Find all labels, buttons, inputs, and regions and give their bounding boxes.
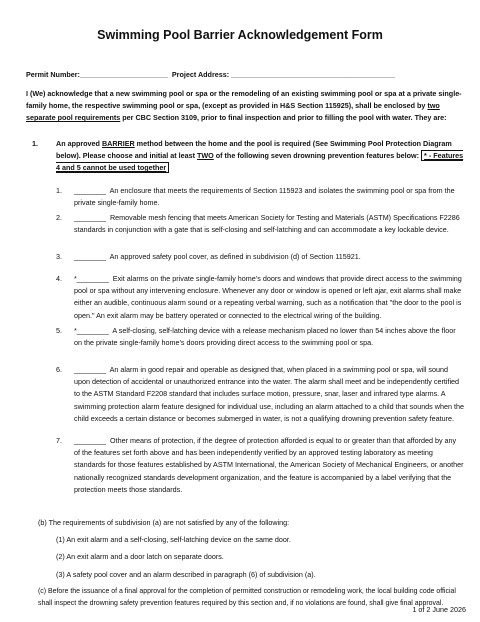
- item-5-number: 5.: [56, 326, 62, 335]
- item-6: [74, 364, 464, 425]
- permit-number-field[interactable]: ______________________: [79, 70, 168, 79]
- permit-number-label: Permit Number:: [26, 70, 80, 79]
- item-7-number: 7.: [56, 436, 62, 445]
- intro-text-a: I (We) acknowledge that a new swimming pool or spa or the remodeling of an existing swimming pool or spa at a private single-family home, the respective swimming pool or spa, (except as provided in H&S Section 115925), shall be enclosed by: [26, 89, 462, 111]
- intro-text-b: per CBC Section 3109, prior to final inspection and prior to filling the pool with water. They are:: [120, 113, 447, 123]
- item-5-initial-field[interactable]: *________: [74, 326, 109, 335]
- section-1-text: [56, 138, 466, 175]
- item-7-text: Other means of protection, if the degree of protection afforded is equal to or greater than that afforded by any of the features set forth above and has been independently verified by an approved testing laboratory as meeting standards for those features established by ASTM International, the American Society of Mechanical Engineers, or another nationally recognized standards development organization, and the feature is accompanied by a label verifying that the protection meets those standards.: [74, 436, 464, 494]
- item-2-initial-field[interactable]: ________: [74, 213, 106, 222]
- item-5-text: A self-closing, self-latching device with a release mechanism placed no lower than 54 inches above the floor on the private single-family home’s doors providing direct access to the swimming pool or spa.: [74, 326, 456, 348]
- item-4-text: Exit alarms on the private single-family home’s doors and windows that provide direct access to the swimming pool or spa without any intervening enclosure. Whenever any door or window is opened or left ajar, exit alarms shall make either an audible, continuous alarm sound or a repeating verbal warning, such as a notification that "the door to the pool is open." An exit alarm may be battery operated or connected to the electrical wiring of the building.: [74, 274, 462, 320]
- section-1-text-b: method between the home and the pool is required (See Swimming Pool Protection Diagram below). Please choose and initial at least: [56, 139, 452, 161]
- subdivision-b: (b) The requirements of subdivision (a) are not satisfied by any of the following:: [38, 518, 290, 527]
- item-7: [74, 435, 464, 496]
- section-1-two: TWO: [197, 151, 214, 161]
- intro-paragraph: [26, 88, 462, 125]
- project-address-field[interactable]: _________________________________________: [231, 70, 396, 79]
- subdivision-b-item-2: (2) An exit alarm and a door latch on separate doors.: [56, 552, 224, 561]
- section-1-note: * - Features 4 and 5 cannot be used together: [56, 151, 464, 173]
- section-1-number: 1.: [32, 139, 38, 148]
- page-footer: 1 of 2 June 2026: [412, 605, 466, 614]
- item-2-text: Removable mesh fencing that meets American Society for Testing and Materials (ASTM) Specifications F2286 standards in conjunction with a gate that is self-closing and self-latching and can accommodate a key lockable device.: [74, 213, 460, 235]
- section-1-text-c: of the following seven drowning prevention features below:: [213, 151, 422, 161]
- item-7-initial-field[interactable]: ________: [74, 436, 106, 445]
- form-title: Swimming Pool Barrier Acknowledgement Form: [97, 28, 383, 42]
- project-address-label: Project Address:: [171, 70, 230, 79]
- item-1-number: 1.: [56, 186, 62, 195]
- permit-address-line: [26, 69, 466, 81]
- item-2: [74, 212, 464, 236]
- section-1-text-a: An approved: [56, 139, 102, 148]
- item-6-number: 6.: [56, 365, 62, 374]
- item-1: [74, 185, 464, 209]
- item-4-initial-field[interactable]: *________: [74, 274, 109, 283]
- item-1-text: An enclosure that meets the requirements of Section 115923 and isolates the swimming pool or spa from the private single-family home.: [74, 186, 455, 208]
- item-3: [74, 251, 464, 263]
- subdivision-b-item-1: (1) An exit alarm and a self-closing, self-latching device on the same door.: [56, 535, 291, 544]
- subdivision-c: (c) Before the issuance of a final approval for the completion of permitted construction or remodeling work, the local building code official shall inspect the drowning safety prevention features required by this section and, if no violations are found, shall give final approval.: [38, 588, 456, 607]
- item-6-initial-field[interactable]: ________: [74, 365, 106, 374]
- item-4-number: 4.: [56, 274, 62, 283]
- item-1-initial-field[interactable]: ________: [74, 186, 106, 195]
- item-3-number: 3.: [56, 252, 62, 261]
- item-5: [74, 325, 464, 349]
- intro-text-underlined: two separate pool requirements: [26, 101, 440, 123]
- item-6-text: An alarm in good repair and operable as designed that, when placed in a swimming pool or spa, will sound upon detection of accidental or unauthorized entrance into the water. The alarm shall meet and be independently certified to the ASTM Standard F2208 standard that includes surface motion, pressure, snar, laser and infrared type alarms. A swimming protection alarm feature designed for individual use, including an alarm attached to a child that sounds when the child exceeds a certain distance or becomes submerged in water, is not a qualifying drowning prevention safety feature.: [74, 365, 464, 423]
- item-2-number: 2.: [56, 213, 62, 222]
- item-3-initial-field[interactable]: ________: [74, 252, 106, 261]
- item-4: [74, 273, 464, 322]
- section-1-barrier: BARRIER: [101, 139, 135, 148]
- item-3-text: An approved safety pool cover, as defined in subdivision (d) of Section 115921.: [109, 252, 361, 261]
- subdivision-b-item-3: (3) A safety pool cover and an alarm described in paragraph (6) of subdivision (a).: [56, 570, 316, 579]
